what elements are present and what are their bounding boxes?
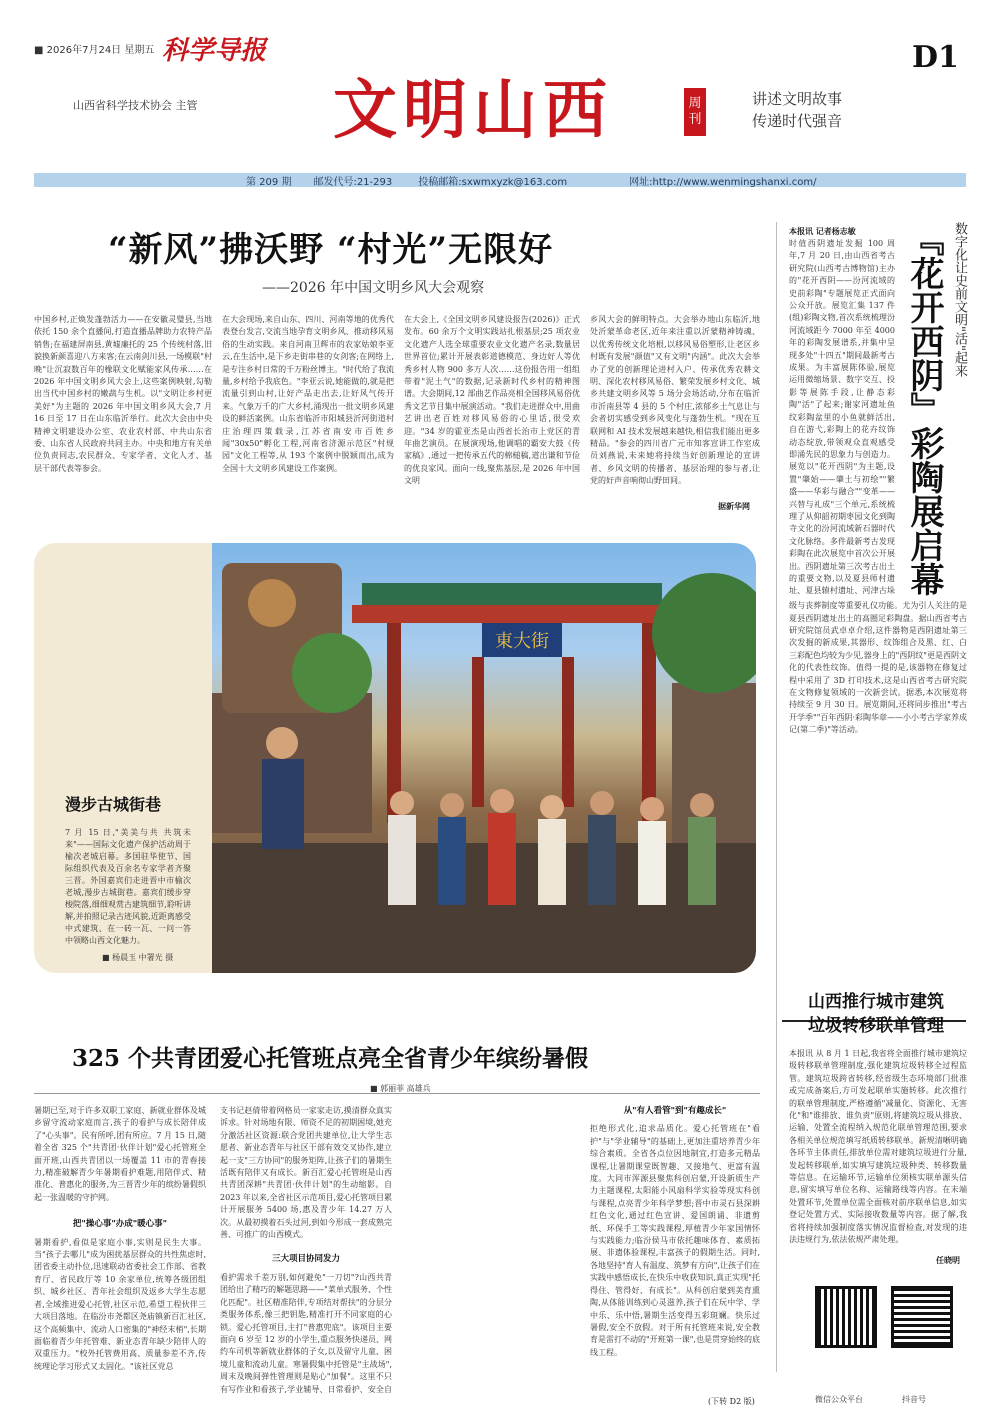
lead-column-2: 在大会现场,来自山东、四川、河南等地的优秀代表登台发言,交流当地孕育文明乡风、推动移风易俗的生动实践。来自河南卫辉市的农家姑娘李亚云,在生活中,是下乡走街串巷的女剑客;在网络上,是专注乡村日常的千万粉丝博主。"时代给了我流量,乡村给予我底色。"李亚云说,她能做的,就是把流量引到山村,让好产品走出去,让好风气传开来。气象万千的广大乡村,涌现出一批文明乡风建设的鲜活案例。山东省临沂市阳城县沂河街道村庄治理四策载录,江苏省南安市百姓乡闻"30x50"孵化工程,河南省济源示范区"村规园"文化工程等,从 193 个案例中脱颖而出,成为全国十大文明乡风建设工作案例。 <box>222 315 394 473</box>
paper-name-logo: 科学导报 <box>162 36 267 66</box>
right-story-body-text: 时值西阴遗址发掘 100 周年,7 月 20 日,由山西省考古研究院(山西考古博物馆)主办的"花开西阴——汾河流域的史前彩陶"专题展览正式面向公众开放。展览汇集 137 件(组)彩陶文物,首次系统梳理汾河流域距今 7000 年至 4000 年的彩陶发展谱系,并集中呈现多处"十四五"期间最新考古成果。为丰富展陈体验,展览运用微缩场景、数字交互、投影等展陈手段,让静态彩陶"活"了起来;谢家河遗址鱼纹彩陶盆里的小鱼就鲜活出,自在游弋,彩陶上的花卉纹饰动态绽放,带领观众直观感受即涌先民的思象力与创造力。展览以"花开西阴"为主题,设置"肇始——肇土与初绘""繁盛——华彩与融合""变革——兴替与礼成"三个单元,系统梳理了从仰韶初期枣园文化到陶寺文化的汾河流域新石器时代文化脉络。多件最新考古发现彩陶在此次展览中首次公开展出。西阴遗址第三次考古出土的重要文物,以及夏县师村遗址、夏县辕村遗址、河津古垛 <box>789 239 895 596</box>
date-line: 2026年7月24日 星期五 <box>46 45 155 56</box>
right-story-kicker <box>944 222 966 422</box>
section-title: 文明山西 <box>333 73 613 148</box>
qr-label-wechat: 微信公众平台 <box>815 1395 863 1404</box>
garbage-story-credit: 任晓明 <box>936 1255 960 1265</box>
right-story-body-top <box>789 238 895 598</box>
bottom-story-rule <box>34 1093 760 1094</box>
photo-feature-card <box>34 543 756 973</box>
photo-feature-title: 漫步古城街巷 <box>65 795 162 814</box>
bottom-column-4 <box>590 1105 760 1395</box>
weekly-tag: 周刊 <box>684 88 706 136</box>
date-marker: ■ <box>34 45 47 56</box>
right-story-byline: 本报讯 记者杨志敏 <box>789 226 856 236</box>
right-story-headline-text: 『花开西阴』彩陶展启幕 <box>904 222 944 596</box>
garbage-headline <box>796 990 956 1038</box>
lead-subhead: ——2026 年中国文明乡风大会观察 <box>262 280 485 296</box>
qr-label-douyin: 抖音号 <box>902 1395 926 1404</box>
postal-code: 邮发代号:21-293 <box>313 176 393 188</box>
submission-email[interactable]: 投稿邮箱:sxwmxyzk@163.com <box>418 176 568 188</box>
bottom-byline-text: 郭丽菲 高雄兵 <box>380 1084 431 1093</box>
lead-column-4: 乡风大会的鲜明特点。大会举办地山东临沂,地处沂蒙革命老区,近年来注重以沂蒙精神铸魂、以优秀传统文化培根,以移风易俗塑形,让老区乡村既有发展"颜值"又有文明"内涵"。此次大会举办了党的创新理论进村入户、传承优秀农耕文明、深化农村移风易俗、繁荣发展乡村文化、城乡共建文明乡风等 5 场分会场活动,分布在临沂市沂南县等 4 县的 5 个村庄,浓郁乡土气息让与会者切实感受到乡风变化与蓬勃生机。"现在互联网和 AI 技术发展越来越快,相信我们能出更多精品。"参会的四川省广元市知客宣讲工作室成员刘燕说,未来她将持续当好创新理论的宣讲者、乡风文明的传播者、基层治理的参与者,让党的好声音响彻山野田间。 <box>590 315 760 486</box>
right-story-body-full <box>789 600 967 1008</box>
garbage-headline-line-2: 垃圾转移联单管理 <box>808 1016 944 1036</box>
website-link[interactable]: 网址:http://www.wenmingshanxi.com/ <box>629 176 817 188</box>
right-column-rule <box>776 222 777 1372</box>
bottom-column-1-intro: 暑期已至,对于许多双职工家庭、新就业群体及城乡留守流动家庭而言,孩子的看护与成长陪伴成了"心头事"。民有所呼,团有所应。7 月 15 日,随着全省 325 个"共青团·伙伴计划"爱心托管班全面开班,山西共青团以一场覆盖 11 市的青春接力,精准破解青少年暑期看护难题,用陪伴式、精准化、普惠化的服务,为三晋青少年的缤纷暑假织起一张温暖的守护网。 <box>34 1106 206 1202</box>
continued-note: (下转 D2 版) <box>708 1397 755 1406</box>
issue-number: 第 209 期 <box>246 176 292 188</box>
photo-illustration <box>212 543 756 973</box>
qr-code-wechat[interactable] <box>815 1286 877 1348</box>
right-story-kicker-text: 数字化让史前文明"活"起来 <box>952 222 967 377</box>
byline-marker: ■ <box>370 1084 381 1093</box>
slogan-line-1: 讲述文明故事 <box>752 90 843 108</box>
garbage-headline-line-1: 山西推行城市建筑 <box>808 992 944 1012</box>
slogan-line-2: 传递时代强音 <box>752 112 843 130</box>
bottom-column-1-body: 暑期看护,看似是家庭小事,实则是民生大事。当"孩子去哪儿"成为困扰基层群众的共性焦虑时,团省委主动扑位,迅速联动省委社会工作部、省教育厅、省民政厅等 10 余家单位,统筹各级团组织、城乡社区、青年社会组织及返乡大学生志愿者,全域推进爱心托管,社区示范,希望工程伙伴三大项目落地。在临汾市尧都区尧庙镇新百汇社区,这个高频集中、流动人口密集的"神经末梢",长期面临着青少年托管难、新业态青年缺少陪伴人的双重压力。"校外托管费用高、质量参差不齐,传统理论学习形式又太固化。"该社区党总 <box>34 1237 206 1371</box>
garbage-story-body: 本报讯 从 8 月 1 日起,我省将全面推行城市建筑垃圾转移联单管理制度,强化建筑垃圾转移全过程监管。建筑垃圾跨省转移,经省级生态环境部门批准或完成备案后,方可发起联单实施转移。此次推行的联单管理制度,严格遵循"减量化、资源化、无害化"和"谁排放、谁负责"原则,将建筑垃圾从排放、运输、处置全流程纳入规范化联单管理范围,要求各相关单位规范填写纸质转移联单。新规清晰明确各环节主体责任,排放单位需对建筑垃圾进行分量,发起转移联单,如实填写建筑垃圾种类、转移数量等信息。在运输环节,运输单位须核实联单源头信息,留实填写单位名称、运输路线等内容。在末端处置环节,处置单位需全面核对前序联单信息,如实登记处置方式、实际接收数量等内容。据了解,我省将持续加强制度落实情况监督检查,对发现的违法违规行为,依法依规严肃处理。 <box>789 1049 967 1245</box>
bottom-column-2 <box>220 1105 392 1395</box>
camera-icon: ■ <box>102 953 113 962</box>
right-story-body-continued: 级与丧葬制度等重要礼仪功能。尤为引人关注的是夏县西阴遗址出土的高圈足彩陶盘。据山西省考古研究院馆员武卓卓介绍,这件器物是西阴遗址第三次发掘的新成果,其器形、纹饰组合及黑、红、白三彩配色均较为少见,器身上的"西阴纹"更是西阴文化的代表性纹饰。值得一提的是,该器物在修复过程中采用了 3D 打印技术,这是山西省考古研究院在文物修复领域的一次新尝试。据悉,本次展览将持续至 9 月 30 日。展览期间,还将同步推出"考古开学季""百年西阴·彩陶华章——小小考古学家养成记(第二季)"等活动。 <box>789 601 967 735</box>
qr-code-douyin[interactable] <box>891 1286 953 1348</box>
sponsor-line: 山西省科学技术协会 主管 <box>73 99 198 112</box>
bottom-column-2-more: 看护需求千差万别,如何避免"一刀切"?山西共青团给出了精巧的解题思路——"菜单式服务、个性化匹配"。社区精准陪伴,专项结对帮扶"的分层分类服务体系,像三把钥匙,精准打开不同家庭的心锁。爱心托管项目,主打"普惠兜底"。该项目主要面向 6 岁至 12 岁的小学生,重点服务快递员、网约车司机等新就业群体的子女,以及留守儿童、困境儿童和流动儿童。寒暑假集中托管是"主战场",周末及晚间弹性管理则是贴心"加餐"。这里不只有写作业和看孩子,学业辅导、日常看护、安全自 <box>220 1272 392 1394</box>
photo-credit <box>102 952 173 963</box>
subhead-care-matters: 把"操心事"办成"暖心事" <box>72 1219 168 1230</box>
subhead-fun-growth: 从"有人看管"到"有趣成长" <box>623 1106 727 1116</box>
subhead-three-projects: 三大项目协同发力 <box>271 1254 340 1265</box>
bottom-column-4-body: 拒绝形式化,追求品质化。爱心托管班在"看护"与"学业辅导"的基础上,更加注重培养青少年综合素质。全省各点位因地制宜,打造多元精品课程,让暑期课堂既智趣、又接地气、更富有温度。大同市浑源县聚焦科创启蒙,开设新质生产力主题课程,太阳能小风扇科学实验等现实科创与课程,点亮青少年科学梦想;晋中市灵石县深耕红色文化,通过红色宣讲、爱国朗诵、非遗剪纸、环保手工等实践课程,厚植青少年家国情怀与实践能力;临汾侯马市依托趣味体育、素质拓展、非遗体验课程,丰富孩子的假期生活。同时,各地坚持"育人有温度、筑梦有方向",让孩子们在实践中感悟成长,在快乐中收获知识,真正实现"托得住、管得好、有成长"。从科创启蒙到美育熏陶,从体能训练到心灵滋养,孩子们在玩中学、学中乐、乐中悟,暑期生活变得五彩斑斓。快乐过暑假,安全不放假。对于所有托管班来说,安全教育是雷打不动的"开班第一课",也是贯穿始终的底线工程。 <box>590 1124 760 1357</box>
right-story-headline <box>902 222 944 602</box>
slogan <box>752 88 842 132</box>
bottom-column-1 <box>34 1105 206 1395</box>
lead-source: 据新华网 <box>718 501 750 511</box>
info-bar <box>34 173 966 187</box>
photo-old-town-street <box>212 543 756 973</box>
bottom-column-2-body: 支书记赵倩带着网格员一家家走访,摸清群众真实诉求。针对场地有限、师资不足的初期困境,她充分激活社区资源:联合党团共建单位,让大学生志愿者、新业态青年与社区干部有效交叉协作,建立起一支"三方协同"的服务矩阵,让孩子们的暑期生活既有陪伴又有成长。新百汇爱心托管班是山西共青团深耕"共青团·伙伴计划"的生动缩影。自 2023 年以来,全省社区示范项目,爱心托管项目累计开展服务 5400 场,惠及青少年 14.27 万人次。从最初摸着石头过河,到如今形成一套成熟完善、可推广的山西模式。 <box>220 1106 392 1240</box>
gate-sign-text: 東大街 <box>495 631 549 652</box>
photo-feature-caption: 7 月 15 日,"美美与共 共筑未来"——国际文化遗产保护活动周于榆次老城启幕。多国驻华使节、国际组织代表及百余名专家学者齐聚三晋。外国嘉宾们走进晋中市榆次老城,漫步古城街巷。嘉宾们缓步穿梭院落,细细观赏古建筑细节,聆听讲解,并拍照记录古迹风貌,近距离感受中式建筑、在一砖一瓦、一问一答中领略山西文化魅力。 <box>65 828 191 945</box>
lead-column-3: 在大会上,《全国文明乡风建设报告(2026)》正式发布。60 余万个文明实践站扎根基层;25 项农业文化遗产人选全球重要农业文化遗产名录,数量居世界首位;累计开展表彰道德模范、身边好人等优秀乡村人物 900 多万人次……这份报告用一组组带着"泥土气"的数据,记录新时代乡村的精神图谱。大会期间,12 部曲艺作品亮相全国移风易俗优秀文艺节目集中展演活动。"我们走进群众中,用曲艺讲出老百姓对移风易俗的心里话,很受欢迎。"34 岁的霍亚杰是山西省长治市上党区的青年曲艺演员。在展演现场,他调唱的霸安大鼓《传家稿》,通过一把传承五代的棉槌稿,道出谦和节俭的优良家风。面向一线,聚焦基层,是 2026 年中国文明 <box>404 315 580 486</box>
photo-credit-text: 杨晨玉 中署光 摄 <box>112 953 174 962</box>
page-number: D1 <box>912 40 959 75</box>
lead-column-1: 中国乡村,正焕发蓬勃活力——在安徽灵璧县,当地依托 150 余个直播间,打造直播品牌助力农特产品销售;在福建屏南县,黄墟廉托的 25 个传统村落,旧貌换新颜喜迎八方来客;在云南剑川县,一场模联"村晚"让沉寂数百年的橡联文化赋能家风传承……在 2026 年中国文明乡风大会上,这些案例映射,勾勒出当代中国乡村的嫩蔬与生机。以"文明让乡村更美好"为主题的 2026 年中国文明乡风大会,7 月 16 日至 17 日在山东临沂举行。此次大会由中央精神文明建设办公室、农业农村部、中共山东省委、山东省人民政府共同主办。中央和地方有关单位负责同志,农民群众、专家学者、文化人才、基层干部代表等参会。 <box>34 315 212 473</box>
bottom-column-3 <box>404 1105 576 1395</box>
lead-headline: “新风”拂沃野 “村光”无限好 <box>108 230 554 270</box>
bottom-headline: 325 个共青团爱心托管班点亮全省青少年缤纷暑假 <box>72 1045 589 1072</box>
